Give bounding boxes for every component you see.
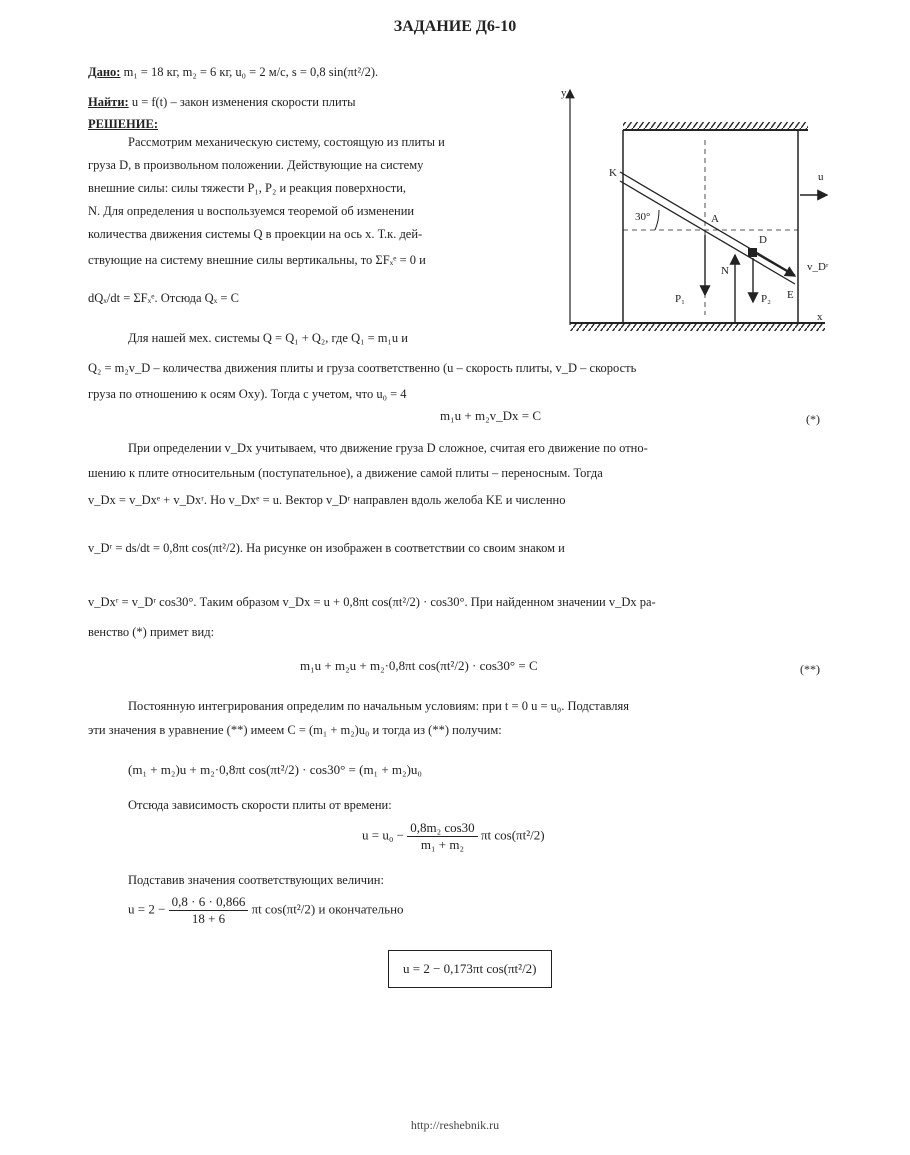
- equation-4-denominator: m₁ + m₂: [420, 837, 464, 852]
- para2-line-2: груза по отношению к осям Oxy). Тогда с учетом, что u₀ = 4: [88, 387, 407, 401]
- para3-line-0: При определении v_Dx учитываем, что движение груза D сложное, считая его движение по отно-: [128, 441, 648, 455]
- equation-4-fraction: [407, 820, 477, 853]
- angle-label: 30°: [635, 211, 651, 223]
- equation-5: [128, 894, 404, 927]
- relative-velocity-label: v_Dʳ: [807, 261, 829, 273]
- intro-line-2: внешние силы: силы тяжести P₁, P₂ и реакция поверхности,: [88, 181, 407, 195]
- equation-5-numerator: 0,8 · 6 · 0,866: [169, 894, 249, 911]
- point-k-label: K: [609, 167, 617, 179]
- equation-1: m₁u + m₂v_Dx = C: [440, 408, 542, 423]
- equation-3: (m₁ + m₂)u + m₂·0,8πt cos(πt²/2) · cos30° = (m₁ + m₂)u₀: [128, 762, 422, 777]
- para3-line-4: v_Dxʳ = v_Dʳ cos30°. Таким образом v_Dx = u + 0,8πt cos(πt²/2) · cos30°. При найденном значении v_Dx ра-: [88, 595, 656, 609]
- groove-line-1: [620, 172, 795, 275]
- intro-line-5: ствующие на систему внешние силы вертикальны, то ΣFₓᵉ = 0 и: [88, 253, 426, 267]
- y-axis-label: y: [561, 87, 567, 99]
- equation-2: m₁u + m₂u + m₂·0,8πt cos(πt²/2) · cos30° = C: [300, 658, 538, 673]
- groove-line-2: [620, 181, 795, 284]
- para6: Подставив значения соответствующих величин:: [128, 873, 384, 887]
- footer-url: http://reshebnik.ru: [410, 1118, 500, 1132]
- para5: Отсюда зависимость скорости плиты от времени:: [128, 798, 392, 812]
- weight-p2-label: P₂: [761, 293, 771, 305]
- equation-1-tag: (*): [806, 412, 820, 426]
- para2-line-1: Q₂ = m₂v_D – количества движения плиты и груза соответственно (u – скорость плиты, v_D – скорость: [88, 361, 637, 375]
- answer-box: u = 2 − 0,173πt cos(πt²/2): [388, 950, 552, 988]
- point-d-label: D: [759, 234, 767, 246]
- equation-4-right: πt cos(πt²/2): [480, 827, 545, 843]
- mechanism-figure: [555, 80, 845, 340]
- para3-line-2: v_Dx = v_Dxᵉ + v_Dxʳ. Но v_Dxᵉ = u. Вектор v_Dʳ направлен вдоль желоба KE и численно: [88, 493, 566, 507]
- angle-arc: [655, 210, 659, 230]
- para4-line-1: эти значения в уравнение (**) имеем C = (m₁ + m₂)u₀ и тогда из (**) получим:: [88, 723, 502, 737]
- point-e-label: E: [787, 289, 794, 301]
- given-line: [88, 64, 378, 80]
- weight-p1-label: P₁: [675, 293, 685, 305]
- para2-line-0: Для нашей мех. системы Q = Q₁ + Q₂, где Q₁ = m₁u и: [128, 331, 408, 345]
- x-axis-label: x: [817, 311, 823, 323]
- equation-4-left: u = u₀ −: [362, 827, 404, 843]
- para3-line-1: шению к плите относительным (поступательное), а движение самой плиты – переносным. Тогда: [88, 466, 603, 480]
- top-hatch: [623, 122, 808, 130]
- find-label: Найти:: [88, 95, 129, 109]
- intro-line-0: Рассмотрим механическую систему, состоящую из плиты и: [128, 135, 445, 149]
- equation-5-right: πt cos(πt²/2) и окончательно: [251, 901, 404, 917]
- intro-line-4: количества движения системы Q в проекции на ось x. Т.к. дей-: [88, 227, 423, 241]
- plate-velocity-label: u: [818, 171, 824, 183]
- para4-line-0: Постоянную интегрирования определим по начальным условиям: при t = 0 u = u₀. Подставляя: [128, 699, 629, 713]
- given-text: m₁ = 18 кг, m₂ = 6 кг, u₀ = 2 м/с, s = 0,8 sin(πt²/2).: [123, 65, 379, 79]
- given-label: Дано:: [88, 65, 121, 79]
- equation-4-numerator: 0,8m₂ cos30: [407, 820, 477, 837]
- equation-5-left: u = 2 −: [128, 901, 166, 917]
- ground-hatch: [570, 323, 825, 331]
- para3-line-3: v_Dʳ = ds/dt = 0,8πt cos(πt²/2). На рисунке он изображен в соответствии со своим знаком и: [88, 541, 565, 555]
- para3-line-5: венство (*) примет вид:: [88, 625, 215, 639]
- normal-force-label: N: [721, 265, 729, 277]
- equation-5-fraction: [169, 894, 249, 927]
- load-d: [748, 248, 757, 257]
- page-title: ЗАДАНИЕ Д6-10: [393, 18, 517, 35]
- equation-5-denominator: 18 + 6: [191, 911, 226, 926]
- equation-4: [362, 820, 545, 853]
- equation-2-tag: (**): [800, 662, 820, 676]
- point-a-label: A: [711, 213, 719, 225]
- solution-label: РЕШЕНИЕ:: [88, 117, 158, 131]
- find-line: [88, 94, 356, 110]
- intro-line-6: dQₓ/dt = ΣFₓᵉ. Отсюда Qₓ = C: [88, 291, 239, 305]
- find-text: u = f(t) – закон изменения скорости плиты: [131, 95, 356, 109]
- intro-line-3: N. Для определения u воспользуемся теоремой об изменении: [88, 204, 415, 218]
- intro-line-1: груза D, в произвольном положении. Действующие на систему: [88, 158, 424, 172]
